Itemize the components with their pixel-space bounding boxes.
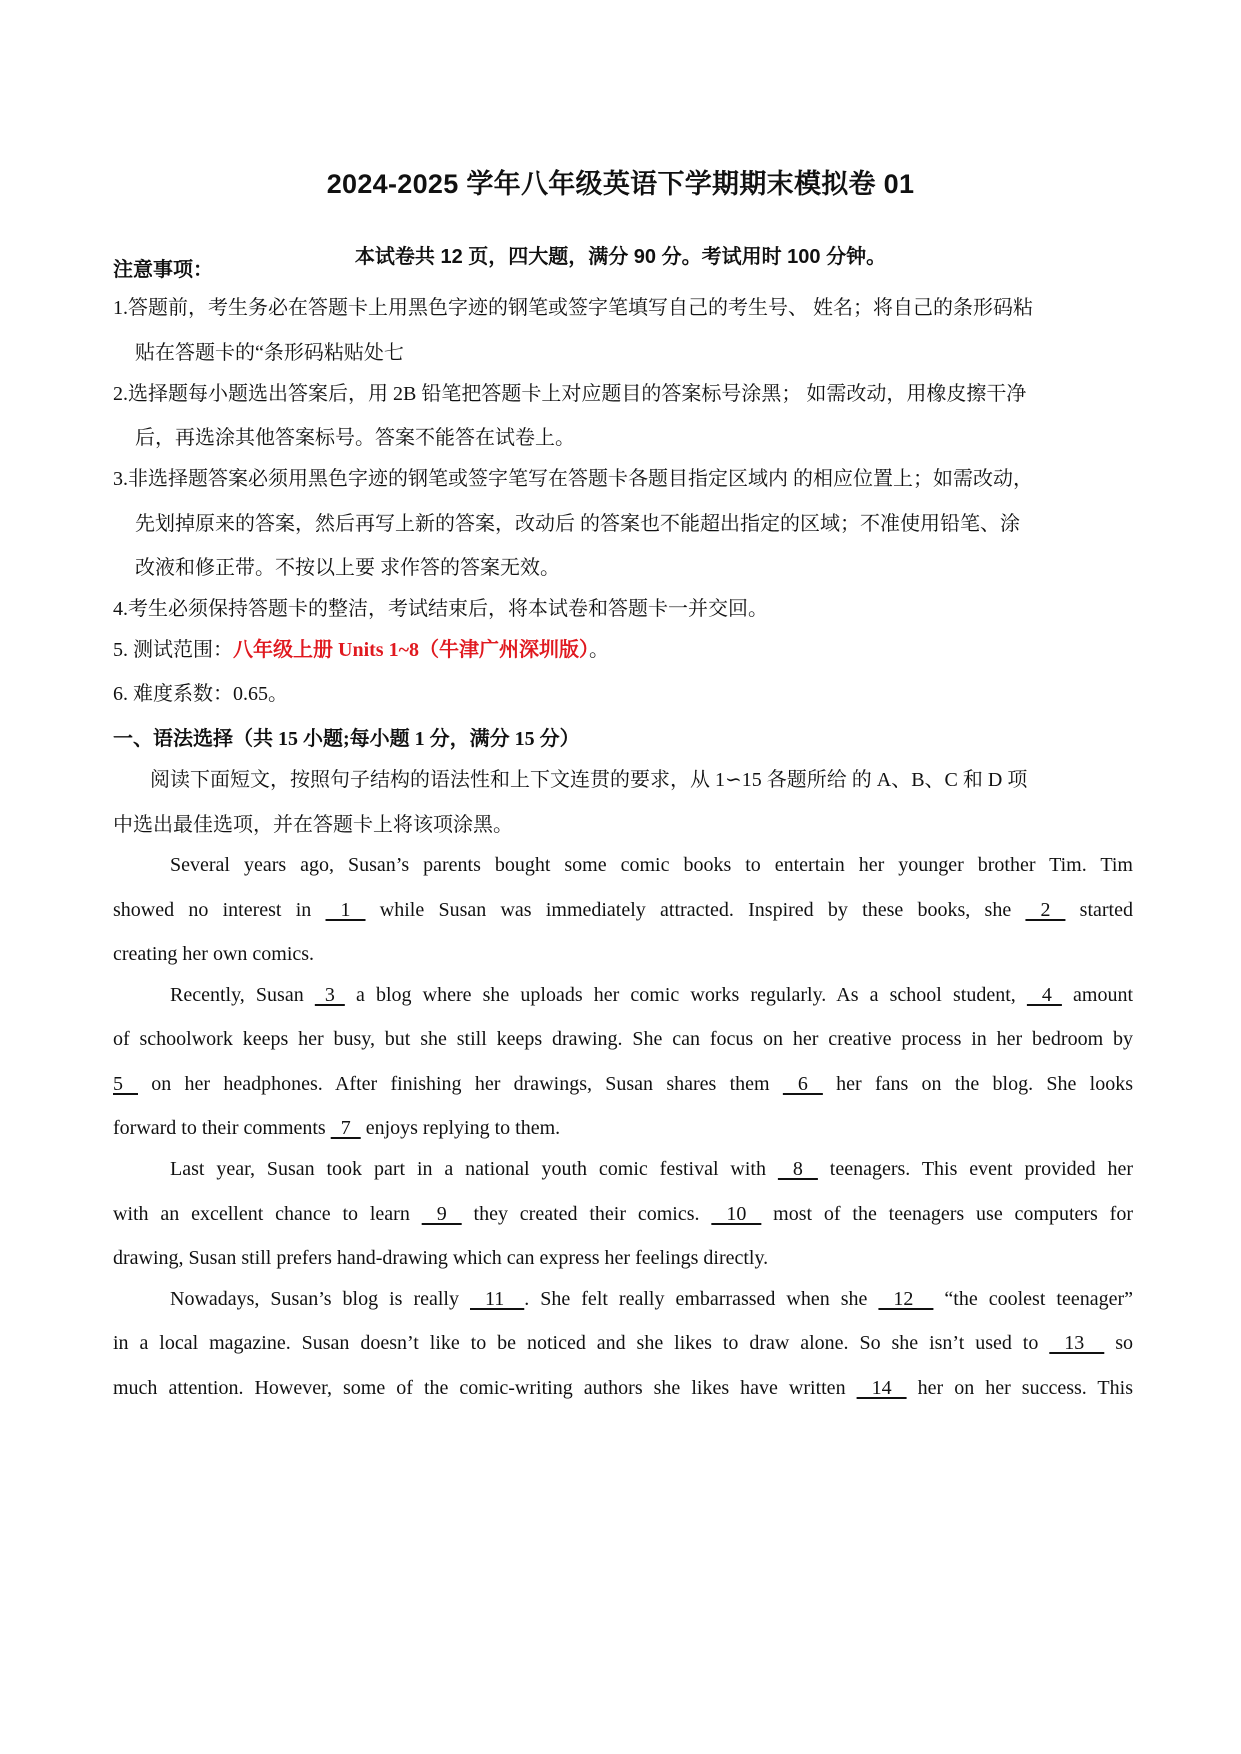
- note-3-line-3: 改液和修正带。不按以上要 求作答的答案无效。: [135, 557, 560, 579]
- blank-11: 11: [470, 1288, 525, 1310]
- page-title: 2024-2025 学年八年级英语下学期期末模拟卷 01: [326, 169, 915, 199]
- blank-7: 7: [330, 1117, 361, 1139]
- passage-p1-line-1: Several years ago, Susan’s parents bought some comic books to entertain her younger brother Tim. Tim: [170, 854, 1133, 876]
- note-2-line-1: 2.选择题每小题选出答案后，用 2B 铅笔把答题卡上对应题目的答案标号涂黑； 如需改动，用橡皮擦干净: [113, 383, 1027, 405]
- note-3-line-2: 先划掉原来的答案，然后再写上新的答案，改动后 的答案也不能超出指定的区域；不准使用铅笔、涂: [135, 513, 1020, 535]
- passage-p4-line-1: Nowadays, Susan’s blog is really 11 . She felt really embarrassed when she 12 “the coolest teenager”: [170, 1285, 1133, 1313]
- blank-1: 1: [325, 899, 366, 921]
- passage-p2-line-3: 5 on her headphones. After finishing her drawings, Susan shares them 6 her fans on the blog. She looks: [113, 1070, 1133, 1098]
- passage-p3-line-1: Last year, Susan took part in a national youth comic festival with 8 teenagers. This event provided her: [170, 1155, 1133, 1183]
- passage-p4-line-2: in a local magazine. Susan doesn’t like to be noticed and she likes to draw alone. So she isn’t used to 13 so: [113, 1329, 1133, 1357]
- passage-p1-line-3: creating her own comics.: [113, 943, 315, 965]
- notes-heading: 注意事项：: [113, 259, 213, 281]
- passage-p2-line-2: of schoolwork keeps her busy, but she still keeps drawing. She can focus on her creative process in her bedroom by: [113, 1028, 1133, 1050]
- blank-3: 3: [314, 984, 345, 1006]
- blank-13: 13: [1049, 1332, 1105, 1354]
- note-5: [113, 636, 1133, 664]
- passage-p2-line-1: Recently, Susan 3 a blog where she uploads her comic works regularly. As a school student, 4 amount: [170, 981, 1133, 1009]
- note-3-line-1: 3.非选择题答案必须用黑色字迹的钢笔或签字笔写在答题卡各题目指定区域内 的相应位置上；如需改动，: [113, 468, 1033, 490]
- section-1-instruction-line-1: 阅读下面短文，按照句子结构的语法性和上下文连贯的要求，从 1∽15 各题所给 的 A、B、C 和 D 项: [150, 769, 1028, 791]
- passage-p4-line-3: much attention. However, some of the comic-writing authors she likes have written 14 her on her success. This: [113, 1374, 1133, 1402]
- note-5-suffix: 。: [588, 639, 609, 661]
- passage-p3-line-3: drawing, Susan still prefers hand-drawing which can express her feelings directly.: [113, 1247, 769, 1269]
- note-2-line-2: 后，再选涂其他答案标号。答案不能答在试卷上。: [135, 427, 575, 449]
- blank-5: 5: [113, 1073, 138, 1095]
- passage-p2-line-4: forward to their comments 7 enjoys replying to them.: [113, 1114, 1133, 1142]
- note-6: 6. 难度系数：0.65。: [113, 683, 288, 705]
- blank-4: 4: [1026, 984, 1062, 1006]
- section-1-instruction-line-2: 中选出最佳选项，并在答题卡上将该项涂黑。: [113, 814, 513, 836]
- section-1-heading: 一、语法选择（共 15 小题;每小题 1 分，满分 15 分）: [113, 728, 580, 750]
- blank-14: 14: [856, 1377, 907, 1399]
- blank-8: 8: [777, 1158, 818, 1180]
- blank-6: 6: [782, 1073, 823, 1095]
- blank-10: 10: [711, 1203, 762, 1225]
- note-5-prefix: 5. 测试范围：: [113, 639, 233, 661]
- blank-12: 12: [878, 1288, 934, 1310]
- blank-2: 2: [1025, 899, 1066, 921]
- passage-p1-line-2: showed no interest in 1 while Susan was immediately attracted. Inspired by these books, she 2 started: [113, 896, 1133, 924]
- exam-summary: 本试卷共 12 页，四大题，满分 90 分。考试用时 100 分钟。: [354, 246, 887, 268]
- note-1-line-1: 1.答题前，考生务必在答题卡上用黑色字迹的钢笔或签字笔填写自己的考生号、 姓名；将自己的条形码粘: [113, 297, 1033, 319]
- blank-9: 9: [421, 1203, 462, 1225]
- test-scope: 八年级上册 Units 1~8（牛津广州深圳版）: [233, 639, 589, 661]
- note-4: 4.考生必须保持答题卡的整洁，考试结束后，将本试卷和答题卡一并交回。: [113, 598, 768, 620]
- passage-p3-line-2: with an excellent chance to learn 9 they created their comics. 10 most of the teenagers use computers for: [113, 1200, 1133, 1228]
- note-1-line-2: 贴在答题卡的“条形码粘贴处七: [135, 342, 404, 364]
